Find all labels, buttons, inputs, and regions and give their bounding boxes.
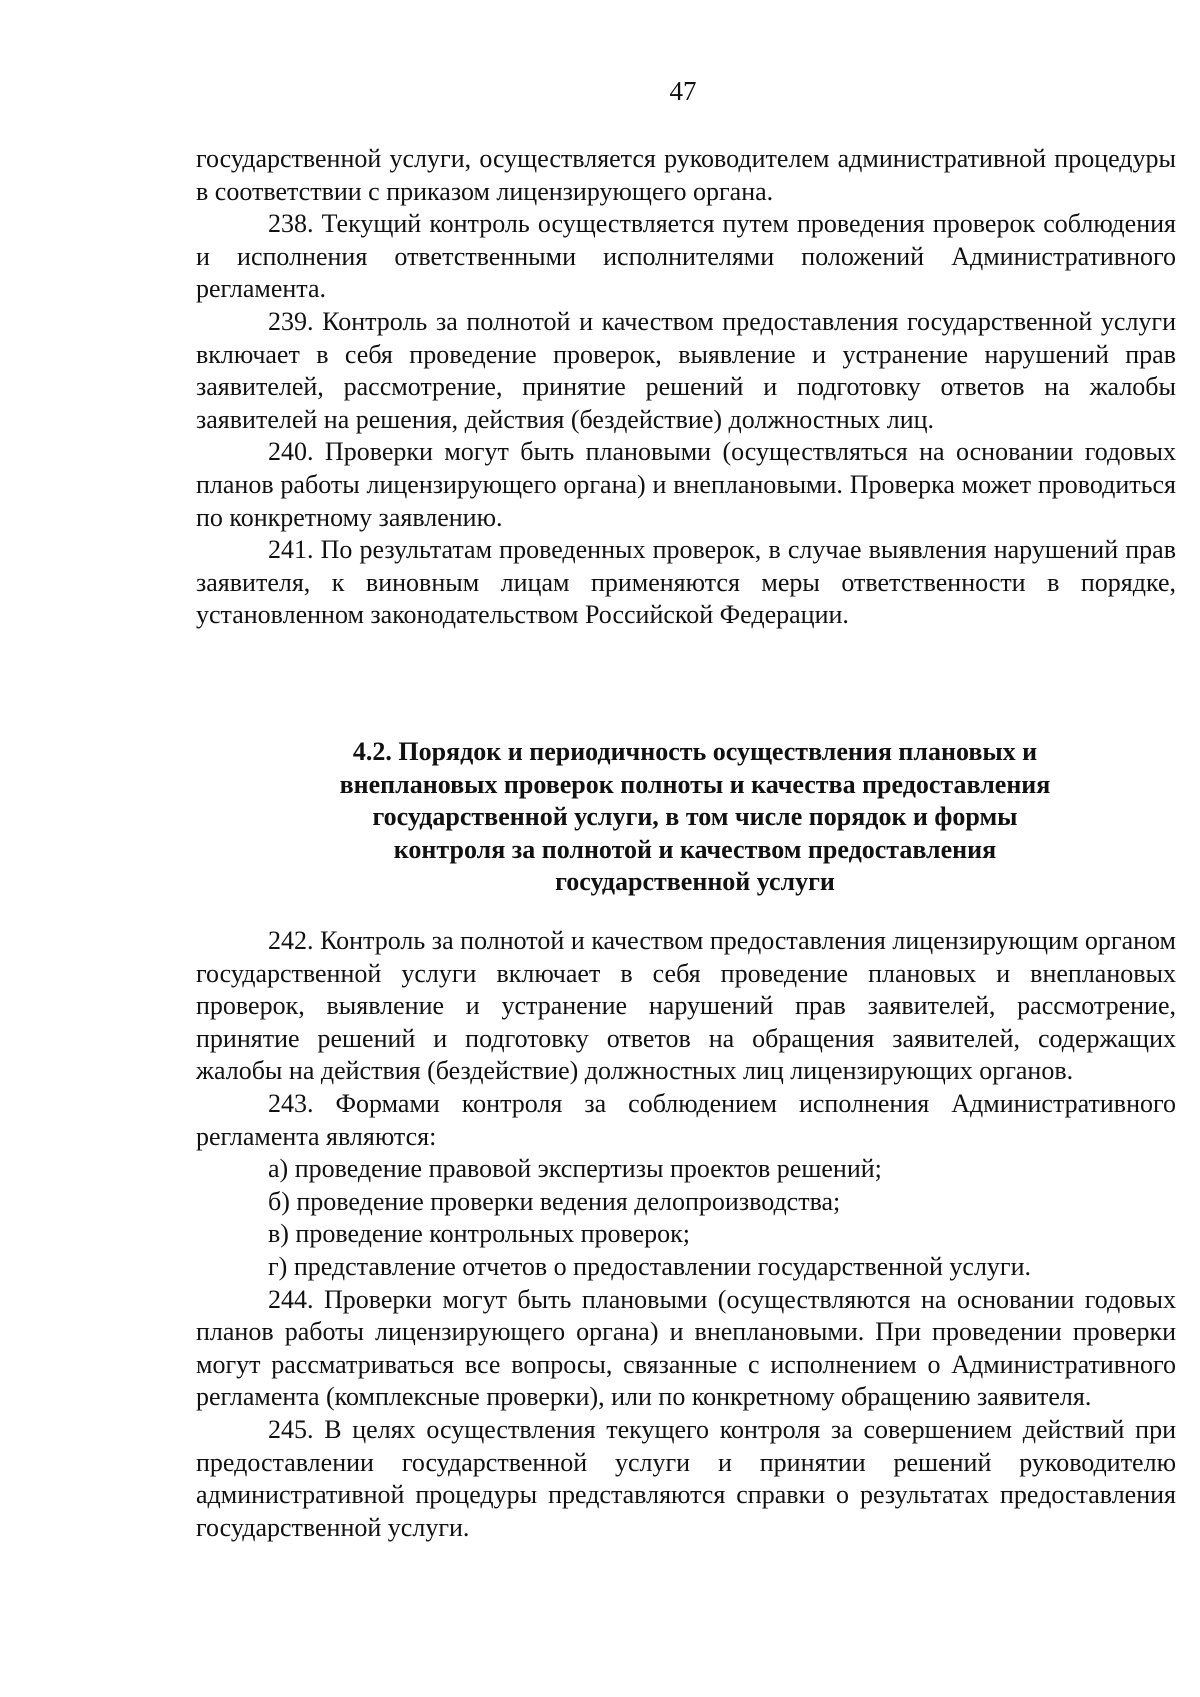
text-block-top	[196, 143, 1176, 632]
list-item-a: а) проведение правовой экспертизы проектов решений;	[268, 1154, 882, 1184]
paragraph-continuation: государственной услуги, осуществляется руководителем административной процедуры в соответствии с приказом лицензирующего органа.	[196, 144, 1176, 206]
heading-line: 4.2. Порядок и периодичность осуществления плановых и	[352, 737, 1038, 766]
paragraph-240: 240. Проверки могут быть плановыми (осуществляться на основании годовых планов работы лицензирующего органа) и внеплановыми. Проверка может проводиться по конкретному заявлению.	[196, 437, 1176, 532]
list-item-v: в) проведение контрольных проверок;	[268, 1219, 691, 1249]
paragraph-242: 242. Контроль за полнотой и качеством предоставления лицензирующим органом государственной услуги включает в себя проведение плановых и внеплановых проверок, выявление и устранение нарушений прав заявителей, рассмотрение, принятие решений и подготовку ответов на обращения заявителей, содержащих жалобы на действия (бездействие) должностных лиц лицензирующих органов.	[196, 926, 1176, 1086]
text-block-bottom	[196, 925, 1176, 1544]
heading-line: государственной услуги	[555, 867, 835, 896]
paragraph-239: 239. Контроль за полнотой и качеством предоставления государственной услуги включает в себя проведение проверок, выявление и устранение нарушений прав заявителей, рассмотрение, принятие решений и подготовку ответов на жалобы заявителей на решения, действия (бездействие) должностных лиц.	[196, 306, 1176, 434]
heading-line: контроля за полнотой и качеством предоставления	[393, 834, 997, 864]
list-item-g: г) представление отчетов о предоставлении государственной услуги.	[268, 1251, 1032, 1281]
section-heading-4-2	[300, 736, 1090, 899]
heading-line: внеплановых проверок полноты и качества предоставления	[339, 769, 1051, 799]
page-number: 47	[669, 76, 697, 106]
paragraph-241: 241. По результатам проведенных проверок, в случае выявления нарушений прав заявителя, к виновным лицам применяются меры ответственности в порядке, установленном законодательством Российской Федерации.	[196, 535, 1176, 630]
list-item-b: б) проведение проверки ведения делопроизводства;	[268, 1186, 841, 1216]
paragraph-238: 238. Текущий контроль осуществляется путем проведения проверок соблюдения и исполнения ответственными исполнителями положений Административного регламента.	[196, 209, 1176, 304]
heading-line: государственной услуги, в том числе порядок и формы	[372, 802, 1018, 831]
paragraph-245: 245. В целях осуществления текущего контроля за совершением действий при предоставлении государственной услуги и принятии решений руководителю административной процедуры представляются справки о результатах предоставления государственной услуги.	[196, 1414, 1176, 1542]
paragraph-244: 244. Проверки могут быть плановыми (осуществляются на основании годовых планов работы лицензирующего органа) и внеплановыми. При проведении проверки могут рассматриваться все вопросы, связанные с исполнением о Административного регламента (комплексные проверки), или по конкретному обращению заявителя.	[196, 1284, 1176, 1412]
paragraph-243: 243. Формами контроля за соблюдением исполнения Административного регламента являются:	[196, 1088, 1176, 1151]
